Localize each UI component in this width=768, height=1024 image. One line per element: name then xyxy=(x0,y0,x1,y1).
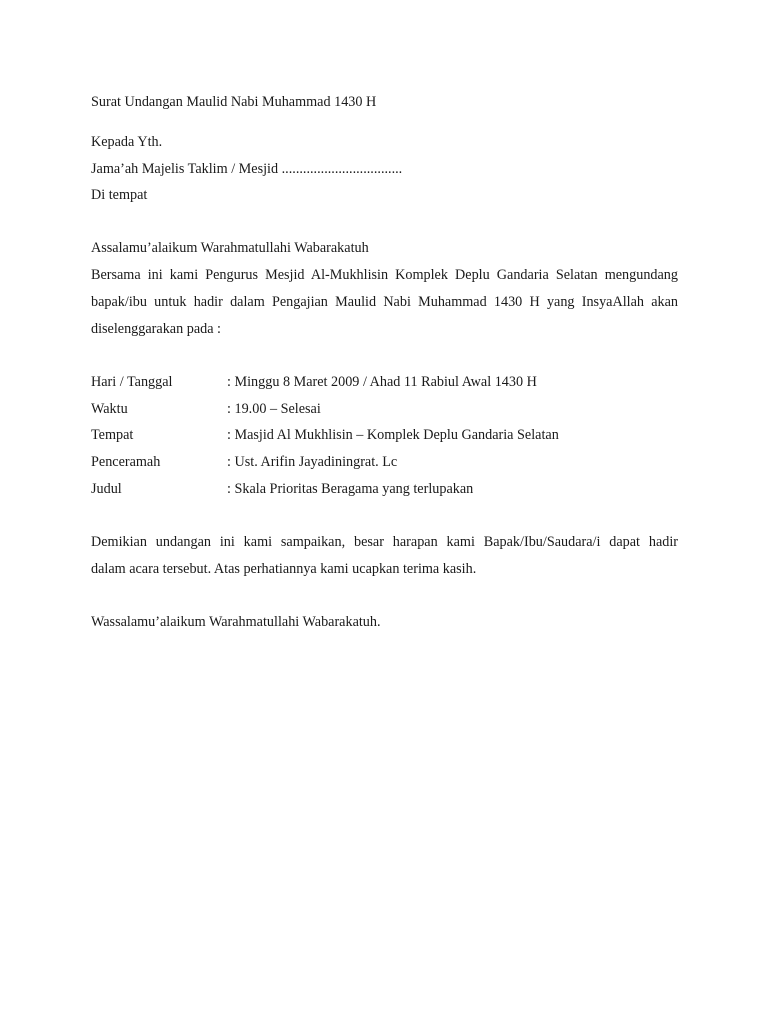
detail-label: Hari / Tanggal xyxy=(91,374,173,390)
detail-value: : Skala Prioritas Beragama yang terlupakan xyxy=(227,481,474,497)
closing-line-1 xyxy=(91,533,678,551)
intro-line-1 xyxy=(91,266,678,284)
detail-label: Tempat xyxy=(91,427,134,443)
detail-value: : 19.00 – Selesai xyxy=(227,401,321,417)
closing-line-2: dalam acara tersebut. Atas perhatiannya kami ucapkan terima kasih. xyxy=(91,561,477,577)
closing-line-1-text: Demikian undangan ini kami sampaikan, besar harapan kami Bapak/Ibu/Saudara/i dapat hadir xyxy=(91,534,678,550)
intro-line-2 xyxy=(91,293,678,311)
detail-row-place xyxy=(91,426,678,444)
detail-value: : Minggu 8 Maret 2009 / Ahad 11 Rabiul Awal 1430 H xyxy=(227,374,537,390)
detail-row-date xyxy=(91,373,678,391)
recipient-line-2: Jama’ah Majelis Taklim / Mesjid .................................. xyxy=(91,161,403,177)
detail-value: : Ust. Arifin Jayadiningrat. Lc xyxy=(227,454,398,470)
detail-row-speaker xyxy=(91,453,678,471)
farewell: Wassalamu’alaikum Warahmatullahi Wabarakatuh. xyxy=(91,614,381,630)
recipient-line-3: Di tempat xyxy=(91,187,148,203)
intro-line-2-text: bapak/ibu untuk hadir dalam Pengajian Maulid Nabi Muhammad 1430 H yang InsyaAllah akan xyxy=(91,294,678,310)
recipient-line-1: Kepada Yth. xyxy=(91,134,163,150)
intro-line-3: diselenggarakan pada : xyxy=(91,321,221,337)
detail-row-topic xyxy=(91,480,678,498)
intro-line-1-text: Bersama ini kami Pengurus Mesjid Al-Mukhlisin Komplek Deplu Gandaria Selatan mengundang xyxy=(91,267,678,283)
detail-label: Judul xyxy=(91,481,122,497)
greeting: Assalamu’alaikum Warahmatullahi Wabarakatuh xyxy=(91,240,369,256)
detail-label: Waktu xyxy=(91,401,128,417)
detail-label: Penceramah xyxy=(91,454,161,470)
detail-row-time xyxy=(91,400,678,418)
detail-value: : Masjid Al Mukhlisin – Komplek Deplu Gandaria Selatan xyxy=(227,427,559,443)
letter-title: Surat Undangan Maulid Nabi Muhammad 1430 H xyxy=(91,94,377,110)
